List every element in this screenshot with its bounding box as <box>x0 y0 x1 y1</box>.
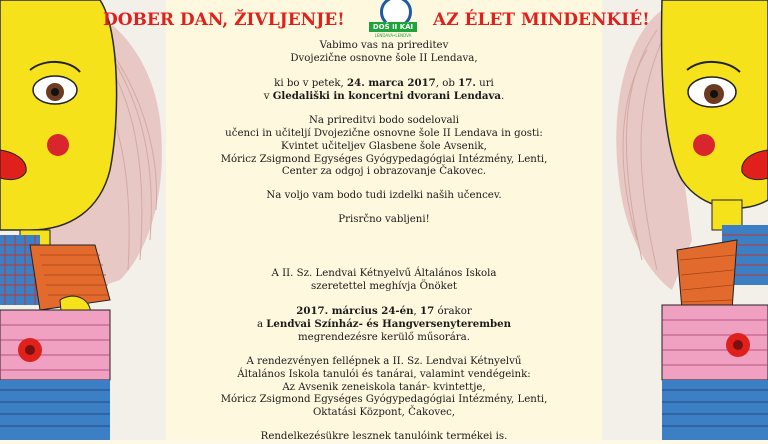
hu-when-line: 2017. március 24-én, 17 órakor <box>296 304 472 317</box>
sl-intro-line: Vabimo vas na prireditev <box>319 40 449 51</box>
sl-performer-line: učenci in učiteljí Dvojezične osnovne šole II Lendava in gosti: <box>225 127 543 139</box>
hu-time: 17 <box>420 304 435 317</box>
logo-sublabel: LENDAVA•LENDVA <box>374 33 412 38</box>
headline-row <box>0 10 768 38</box>
sl-performer-line: Center za odgoj i obrazovanje Čakovec. <box>281 166 487 178</box>
hu-where-line: a Lendvai Színház- és Hangversenyteremben <box>256 318 512 331</box>
headline-hungarian: AZ ÉLET MINDENKIÉ! <box>433 10 650 30</box>
sl-when-line: ki bo v petek, 24. marca 2017, ob 17. uri <box>274 76 494 89</box>
sl-exhibit-line: Na voljo vam bodo tudi izdelki naših učencev. <box>266 190 502 202</box>
hu-performer-line: Oktatási Központ, Čakovec, <box>312 407 456 419</box>
headline-slovene: DOBER DAN, ŽIVLJENJE! <box>103 10 345 30</box>
sl-date: 24. marca 2017 <box>347 76 436 89</box>
hu-venue: Lendvai Színház- és Hangversenyteremben <box>266 318 512 331</box>
hu-performer-line: Az Avsenik zeneiskola tanár- kvintettje, <box>282 381 486 393</box>
hu-performer-line: A rendezvényen fellépnek a II. Sz. Lendvai Kétnyelvű <box>246 355 522 367</box>
sl-time: 17. <box>458 76 476 89</box>
hu-program-line: megrendezésre kerülő műsorára. <box>298 332 470 344</box>
hu-intro-line: A II. Sz. Lendvai Kétnyelvű Általános Iskola <box>271 268 497 279</box>
sl-intro-line: Dvojezične osnovne šole II Lendava, <box>290 52 478 64</box>
school-logo <box>366 10 420 44</box>
hu-date: 2017. március 24-én <box>296 304 414 317</box>
sl-performer-line: Móricz Zsigmond Egységes Gyógypedagógiai Intézmény, Lenti, <box>220 153 548 165</box>
right-portrait-drawing <box>602 0 768 440</box>
hu-exhibit-line: Rendelkezésükre lesznek tanulóink termékei is. <box>260 430 508 442</box>
hungarian-invitation <box>166 268 602 444</box>
hu-intro-line: szeretettel meghívja Önöket <box>311 280 457 292</box>
sl-performer-line: Na prireditvi bodo sodelovali <box>308 115 460 127</box>
logo-label: DOŠ II KÁI <box>369 22 417 32</box>
sl-welcome-line: Prisrčno vabljeni! <box>338 213 430 225</box>
hu-performer-line: Móricz Zsigmond Egységes Gyógypedagógiai Intézmény, Lenti, <box>220 394 548 406</box>
hu-performer-line: Általános Iskola tanulói és tanárai, valamint vendégeink: <box>237 368 531 380</box>
sl-venue: Gledališki in koncertni dvorani Lendava <box>272 90 502 103</box>
sl-performer-line: Kvintet učiteljev Glasbene šole Avsenik, <box>281 140 487 152</box>
slovene-invitation <box>166 40 602 227</box>
sl-where-line: v Gledališki in koncertni dvorani Lendava. <box>263 90 505 103</box>
left-portrait-drawing <box>0 0 166 440</box>
